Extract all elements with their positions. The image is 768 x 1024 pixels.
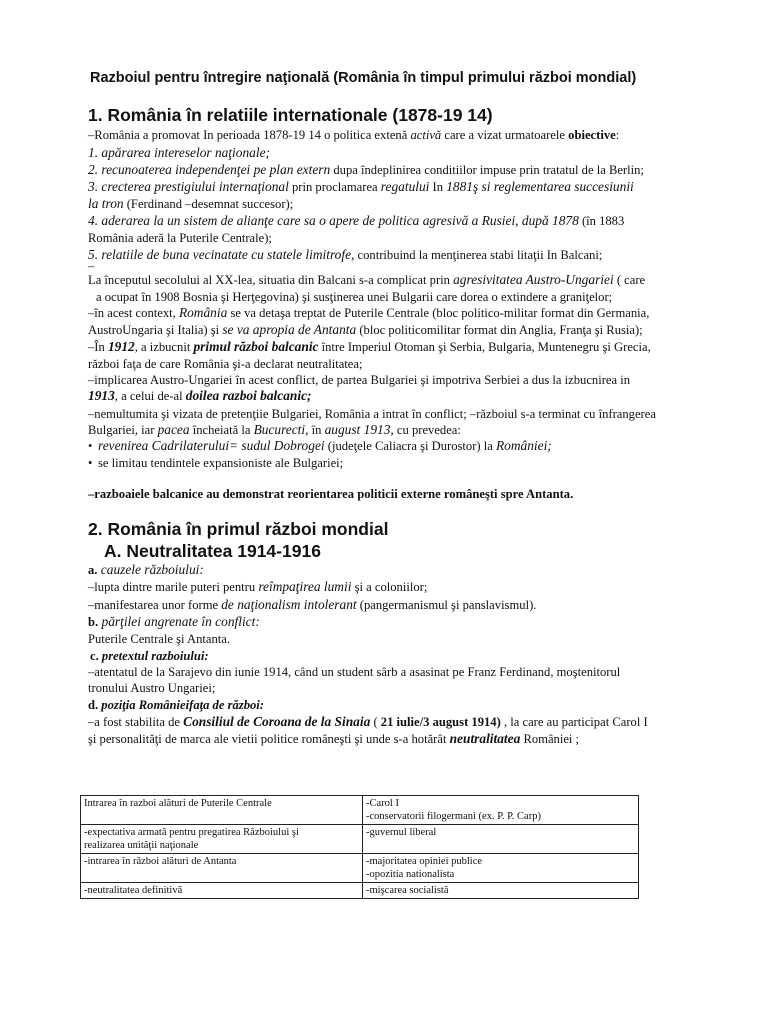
paragraph-4-year: 1913 <box>88 388 115 403</box>
conclusion-text: razboaiele balcanice au demonstrat reorientarea politicii externe româneşti spre Antanta. <box>94 487 574 501</box>
item-c-text: pretextul razboiului: <box>98 649 209 663</box>
paragraph-5b-date: august 1913, <box>324 422 394 437</box>
item-d-1 <box>88 714 728 730</box>
item-a-title <box>88 562 728 578</box>
item-d-title <box>88 697 728 713</box>
objective-3-text: prin proclamarea <box>288 180 381 194</box>
paragraph-3-end: între Imperiul Otoman şi Serbia, Bulgaria, Muntenegru şi Grecia, <box>318 340 651 354</box>
paragraph-2-end: se va detaşa treptat de Puterile Centrale (bloc politico-militar format din Germania, <box>227 306 650 320</box>
paragraph-4-cont <box>88 388 728 404</box>
item-d-text: poziţia Românieifaţa de război: <box>98 698 264 712</box>
item-d-2-text: şi personalităţi de marca ale vietii politice româneşti şi unde s-a hotărât <box>88 732 450 746</box>
item-d-2-neutrality: neutralitatea <box>449 731 521 746</box>
paragraph-2-text: în acest context, <box>94 306 179 320</box>
dash-marker: – <box>88 598 95 612</box>
item-b-title <box>88 614 728 630</box>
item-d-1-paren: ( <box>370 715 381 729</box>
paragraph-3-in: În <box>94 340 108 354</box>
item-d-2 <box>88 731 728 747</box>
item-d-label: d. <box>88 698 99 712</box>
cell-line: Intrarea în razboi alături de Puterile Centrale <box>84 798 272 809</box>
dash-marker: – <box>88 580 95 594</box>
paragraph-5b-pacea: pacea <box>157 422 190 437</box>
dash-marker: – <box>88 340 95 354</box>
intro-text-2: care a vizat urmatoarele <box>441 128 569 142</box>
conclusion <box>88 486 728 502</box>
table-cell <box>81 883 363 899</box>
cell-line: realizarea unităţii naţionale <box>84 840 199 851</box>
objective-3-ferdinand: (Ferdinand –desemnat succesor); <box>123 197 294 211</box>
paragraph-2b-italic: se va apropia de Antanta <box>222 322 357 337</box>
paragraph-2-romania: România <box>178 305 228 320</box>
item-b-1: Puterile Centrale şi Antanta. <box>88 632 230 646</box>
paragraph-3-mid: , a izbucnit <box>134 340 194 354</box>
item-d-1-council: Consiliul de Coroana de la Sinaia <box>183 714 371 729</box>
dash-marker: – <box>88 128 95 142</box>
cell-line: -Carol I <box>366 798 399 809</box>
table-cell <box>81 825 363 854</box>
item-b-label: b. <box>88 615 99 629</box>
item-b-text: părţilei angrenate în conflict: <box>98 614 260 629</box>
dash-marker: – <box>469 407 477 421</box>
table-cell <box>363 796 639 825</box>
paragraph-4-war: doilea razboi balcanic; <box>185 388 312 403</box>
table-cell <box>363 883 639 899</box>
paragraph-5-end: războiul s-a terminat cu înfrangerea <box>476 407 656 421</box>
objective-3 <box>88 179 728 195</box>
item-c-1 <box>88 664 728 680</box>
objective-2-text: dupa îndeplinirea conditiilor impuse prin tratatul de la Berlin; <box>330 163 644 177</box>
cell-line: -opozitia nationalista <box>366 869 455 880</box>
paragraph-1-text: La începutul secolului al XX-lea, situatia din Balcani s-a complicat prin <box>88 273 454 287</box>
item-c-label: c. <box>90 649 99 663</box>
item-a-2-text: manifestarea unor forme <box>94 598 222 612</box>
positions-table <box>80 795 639 899</box>
paragraph-3-year: 1912 <box>107 339 135 354</box>
dash-marker: – <box>88 306 95 320</box>
objective-3-tron: la tron <box>88 196 124 211</box>
section-2-subheading: A. Neutralitatea 1914-1916 <box>104 541 321 561</box>
paragraph-3-war: primul război balcanic <box>193 339 319 354</box>
dash-marker: – <box>88 665 95 679</box>
table-cell <box>81 796 363 825</box>
bullet-1 <box>88 438 728 454</box>
paragraph-5 <box>88 406 728 422</box>
objective-3-cont <box>88 196 728 212</box>
item-c-title <box>90 648 730 664</box>
intro-text: România a promovat In perioada 1878-19 14 o politica extenă <box>94 128 411 142</box>
item-a-1-italic: reîmpaţirea lumii <box>258 579 352 594</box>
item-c-2: tronului Austro Ungariei; <box>88 681 216 695</box>
objective-1-text: 1. apărarea intereselor naţionale; <box>88 145 270 160</box>
objective-4-italic: 4. aderarea la un sistem de alianţe care sa o apere de politica agresivă a Rusiei, după 1878 <box>88 213 579 228</box>
table-row <box>81 883 639 899</box>
paragraph-4-text: implicarea Austro-Ungariei în acest conflict, de partea Bulgariei şi impotriva Serbiei a dus la izbucnirea in <box>94 373 631 387</box>
section-1-heading: 1. România în relatiile internationale (1878-19 14) <box>88 105 493 125</box>
dash-marker: – <box>88 715 95 729</box>
paragraph-5-text: nemultumita şi vizata de pretenţiie Bulgariei, România a intrat în conflict; <box>94 407 470 421</box>
paragraph-4-mid: , a celui de-al <box>114 389 186 403</box>
paragraph-4 <box>88 372 728 388</box>
item-c-1-text: atentatul de la Sarajevo din iunie 1914, când un student sârb a asasinat pe Franz Ferdinand, moştenitorul <box>94 665 621 679</box>
bullet-1-italic: revenirea Cadrilaterului= sudul Dobrogei <box>98 438 325 453</box>
paragraph-1-italic: agresivitatea Austro-Ungariei <box>453 272 614 287</box>
paragraph-5b-city: Bucurecti, <box>253 422 309 437</box>
bullet-1-romaniei: României; <box>495 438 552 453</box>
intro-obiective: obiective <box>568 128 616 142</box>
objective-3-in: In <box>429 180 447 194</box>
dash-marker: – <box>88 407 95 421</box>
paragraph-3 <box>88 339 728 355</box>
cell-line: -conservatorii filogermani (ex. P. P. Carp) <box>366 811 541 822</box>
table-row <box>81 825 639 854</box>
objective-4-cont: România aderă la Puterile Centrale); <box>88 231 272 245</box>
dash-marker: – <box>88 373 95 387</box>
objective-3-year: 1881ş si reglementarea succesiunii <box>446 179 634 194</box>
objective-3-italic: 3. crecterea prestigiului internaţional <box>88 179 289 194</box>
paragraph-1-cont: a ocupat în 1908 Bosnia şi Herţegovina) şi susţinerea unei Bulgarii care dorea o extindere a graniţelor; <box>96 290 613 304</box>
item-d-1-text: a fost stabilita de <box>94 715 184 729</box>
bullet-icon: • <box>88 456 93 470</box>
objective-1 <box>88 145 728 161</box>
document-title: Razboiul pentru întregire naţională (România în timpul primului război mondial) <box>90 70 637 86</box>
objective-3-regatului: regatului <box>380 179 430 194</box>
bullet-2-text: se limitau tendintele expansioniste ale Bulgariei; <box>98 456 344 470</box>
paragraph-5b-in: în <box>308 423 325 437</box>
cell-line: -majoritatea opiniei publice <box>366 856 483 867</box>
intro-line <box>88 127 728 143</box>
paragraph-3-cont: război faţa de care România şi-a declarat neutralitatea; <box>88 357 363 371</box>
paragraph-5b-end: cu prevedea: <box>393 423 461 437</box>
table-row <box>81 796 639 825</box>
bullet-1-text: (judeţele Caliacra şi Durostor) la <box>324 439 496 453</box>
objective-5-italic: 5. relatiile de buna vecinatate cu statele limitrofe, <box>88 247 355 262</box>
item-d-1-end: , la care au participat Carol I <box>500 715 648 729</box>
item-d-2-end: României ; <box>520 732 580 746</box>
objective-2 <box>88 162 728 178</box>
item-a-1-text: lupta dintre marile puteri pentru <box>94 580 259 594</box>
table-row <box>81 854 639 883</box>
item-a-2-end: (pangermanismul şi panslavismul). <box>356 598 537 612</box>
table-cell <box>363 825 639 854</box>
paragraph-5-cont <box>88 422 728 438</box>
item-a-2-italic: de naţionalism intolerant <box>221 597 357 612</box>
bullet-2 <box>88 455 728 471</box>
dash-marker-empty: – <box>88 259 95 273</box>
item-a-1-end: şi a coloniilor; <box>351 580 428 594</box>
paragraph-5b-mid: încheiată la <box>189 423 254 437</box>
table-cell <box>81 854 363 883</box>
item-a-1 <box>88 579 728 595</box>
paragraph-2b-text: AustroUngaria şi Italia) şi <box>88 323 223 337</box>
paragraph-1-end: ( care <box>613 273 646 287</box>
section-2-heading: 2. România în primul război mondial <box>88 519 389 539</box>
bullet-icon: • <box>88 439 93 453</box>
table-cell <box>363 854 639 883</box>
objective-4-text: (în 1883 <box>578 214 625 228</box>
paragraph-2-cont <box>88 322 728 338</box>
cell-line: -neutralitatea definitivă <box>84 885 183 896</box>
cell-line: -intrarea în război alături de Antanta <box>84 856 237 867</box>
intro-activa: activă <box>410 128 442 142</box>
cell-line: -expectativa armată pentru pregatirea Războiului şi <box>84 827 299 838</box>
item-a-label: a. <box>88 563 98 577</box>
paragraph-2b-end: (bloc politicomilitar format din Anglia, Franţa şi Rusia); <box>356 323 643 337</box>
dash-marker: – <box>88 487 95 501</box>
paragraph-5b-text: Bulgariei, iar <box>88 423 158 437</box>
objective-5-text: contribuind la menţinerea stabi litaţii In Balcani; <box>354 248 603 262</box>
objective-2-italic: 2. recunoaterea independenţei pe plan extern <box>88 162 331 177</box>
paragraph-2 <box>88 305 728 321</box>
item-a-text: cauzele războiului: <box>97 562 204 577</box>
cell-line: -mişcarea socialistă <box>366 885 449 896</box>
intro-colon: : <box>615 128 620 142</box>
paragraph-1 <box>88 272 728 288</box>
objective-4 <box>88 213 728 229</box>
item-d-1-date: 21 iulie/3 august 1914) <box>380 715 501 729</box>
item-a-2 <box>88 597 728 613</box>
cell-line: -guvernul liberal <box>366 827 437 838</box>
